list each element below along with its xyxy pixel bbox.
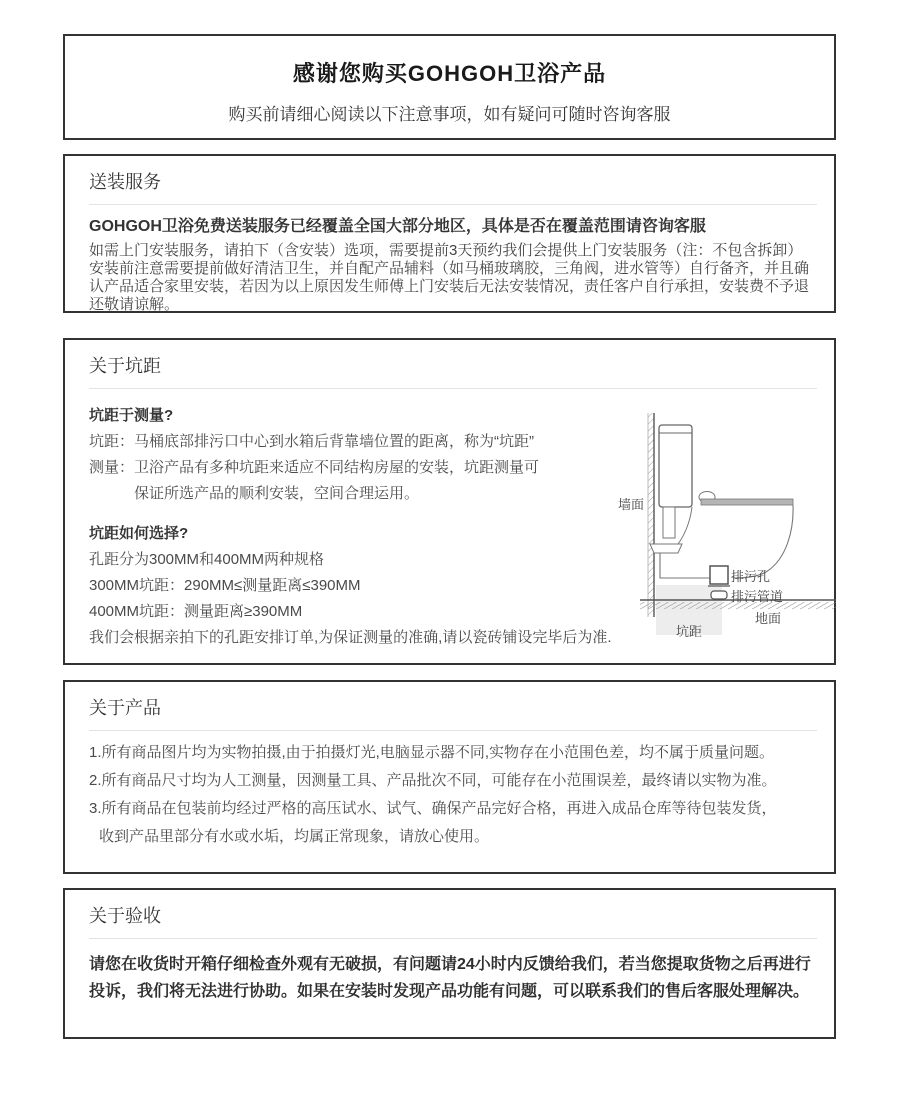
page-title: 感谢您购买GOHGOH卫浴产品 xyxy=(292,61,607,86)
section-divider xyxy=(89,204,817,205)
bowl-outline xyxy=(733,505,793,578)
drain-pipe-label: 排污管道 xyxy=(731,589,784,604)
toilet-tank xyxy=(659,425,692,507)
pit-spec-400: 400MM坑距：测量距离≥390MM xyxy=(89,603,303,620)
flush-valve xyxy=(663,507,675,538)
acceptance-section-header: 关于验收 xyxy=(89,906,161,926)
toilet-seat xyxy=(701,499,793,505)
trapway-curve xyxy=(678,507,692,544)
product-notes-section xyxy=(63,680,836,874)
intro-notice-box xyxy=(63,34,836,140)
pit-question-measure: 坑距于测量? xyxy=(89,407,174,424)
product-section-header: 关于产品 xyxy=(89,698,161,718)
toilet-pit-distance-diagram xyxy=(583,397,836,649)
section-divider xyxy=(89,730,817,731)
pit-def-kengju: 坑距：马桶底部排污口中心到水箱后背靠墙位置的距离，称为“坑距” xyxy=(89,433,534,450)
pit-question-choose: 坑距如何选择? xyxy=(89,525,189,542)
drain-connector xyxy=(660,553,710,578)
delivery-section-header: 送装服务 xyxy=(89,172,161,192)
product-note-3: 3.所有商品在包装前均经过严格的高压试水、试气、确保产品完好合格，再进入成品仓库等待包装发货， xyxy=(89,800,777,817)
section-divider xyxy=(89,938,817,939)
product-note-2: 2.所有商品尺寸均为人工测量，因测量工具、产品批次不同，可能存在小范围误差，最终请以实物为准。 xyxy=(89,772,777,789)
pit-order-note: 我们会根据亲拍下的孔距安排订单,为保证测量的准确,请以瓷砖铺设完毕后为准. xyxy=(89,629,612,646)
section-divider xyxy=(89,388,817,389)
pit-def-celiang: 测量：卫浴产品有多种坑距来适应不同结构房屋的安装，坑距测量可 xyxy=(89,459,540,476)
pit-def-celiang-cont: 保证所选产品的顺利安装，空间合理运用。 xyxy=(134,485,420,502)
wall-label: 墙面 xyxy=(617,497,645,512)
delivery-body-text: 如需上门安装服务，请拍下（含安装）选项，需要提前3天预约我们会提供上门安装服务（注：不包含拆卸）安装前注意需要提前做好清洁卫生，并自配产品辅料（如马桶玻璃胶，三角阀，进水管等）自行备齐，并且确认产品适合家里安装，若因为以上原因发生师傅上门安装后无法安装情况，责任客户自行承担，安装费不予退还敬请谅解。 xyxy=(89,242,810,313)
acceptance-body-text: 请您在收货时开箱仔细检查外观有无破损，有问题请24小时内反馈给我们，若当您提取货物之后再进行投诉，我们将无法进行协助。如果在安装时发现产品功能有问题，可以联系我们的售后客服处理解决。 xyxy=(89,956,811,1000)
pit-section-header: 关于坑距 xyxy=(89,356,161,376)
pit-text-column xyxy=(89,402,634,651)
product-notes-list xyxy=(89,739,817,851)
flush-flange xyxy=(650,544,682,553)
drain-hole-label: 排污孔 xyxy=(731,569,771,584)
pit-spec-intro: 孔距分为300MM和400MM两种规格 xyxy=(89,551,325,568)
pit-distance-section xyxy=(63,338,836,665)
pit-spec-300: 300MM坑距：290MM≤测量距离≤390MM xyxy=(89,577,361,594)
pit-label: 坑距 xyxy=(675,624,703,639)
drain-hole-box xyxy=(710,566,728,584)
product-note-3-cont: 收到产品里部分有水或水垢，均属正常现象，请放心使用。 xyxy=(99,828,490,845)
drain-pipe-shape xyxy=(711,591,727,599)
page-subtitle: 购买前请细心阅读以下注意事项，如有疑问可随时咨询客服 xyxy=(228,105,671,124)
ground-label: 地面 xyxy=(755,611,782,626)
delivery-lead-text: GOHGOH卫浴免费送装服务已经覆盖全国大部分地区，具体是否在覆盖范围请咨询客服 xyxy=(89,218,706,235)
wall-hatch xyxy=(648,413,654,617)
product-note-1: 1.所有商品图片均为实物拍摄,由于拍摄灯光,电脑显示器不同,实物存在小范围色差，均不属于质量问题。 xyxy=(89,744,775,761)
acceptance-section xyxy=(63,888,836,1039)
delivery-service-section xyxy=(63,154,836,313)
